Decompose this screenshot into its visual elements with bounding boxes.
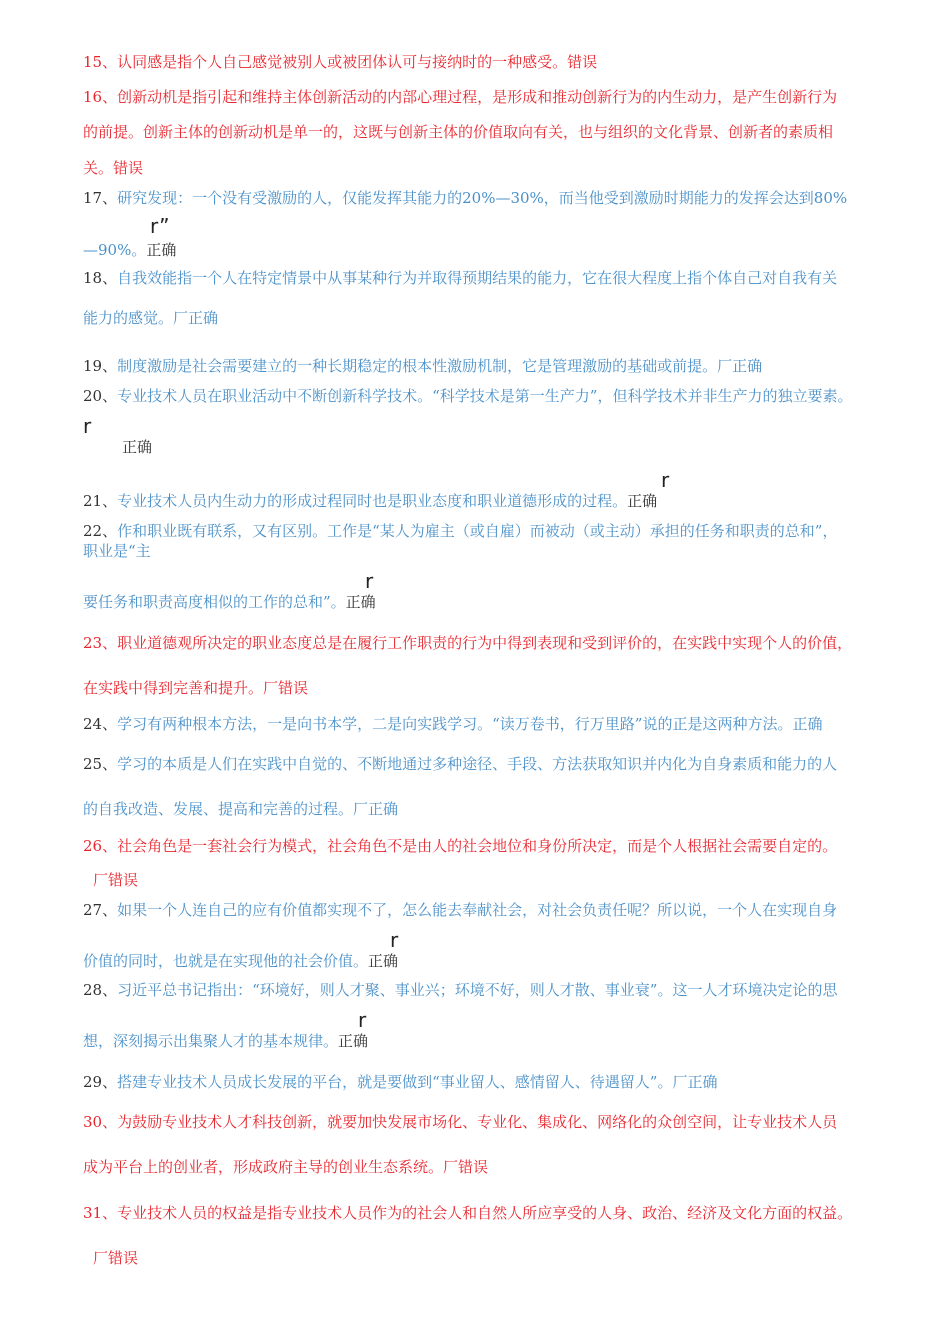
item-29-line-1: 29、搭建专业技术人员成长发展的平台，就是要做到“事业留人、感情留人、待遇留人”。厂正确 xyxy=(83,1073,718,1091)
answer-mark-21: r xyxy=(661,468,670,492)
answer-mark-27: r xyxy=(390,928,399,952)
item-19-line-1: 19、制度激励是社会需要建立的一种长期稳定的根本性激励机制，它是管理激励的基础或前提。厂正确 xyxy=(83,357,763,375)
item-25-line-1: 25、学习的本质是人们在实践中自觉的、不断地通过多种途径、手段、方法获取知识并内化为自身素质和能力的人 xyxy=(83,755,838,773)
item-26-line-2: 厂错误 xyxy=(93,871,139,889)
item-22-line-3: 要任务和职责高度相似的工作的总和”。正确 xyxy=(83,593,376,611)
answer-mark-20: r xyxy=(83,414,92,438)
item-15-line-1: 15、认同感是指个人自己感觉被别人或被团体认可与接纳时的一种感受。错误 xyxy=(83,53,598,71)
item-27-line-1: 27、如果一个人连自己的应有价值都实现不了，怎么能去奉献社会，对社会负责任呢？所以说，一个人在实现自身 xyxy=(83,901,838,919)
item-30-line-2: 成为平台上的创业者，形成政府主导的创业生态系统。厂错误 xyxy=(83,1158,489,1176)
item-25-line-2: 的自我改造、发展、提高和完善的过程。厂正确 xyxy=(83,800,399,818)
item-17-line-2: —90%。正确 xyxy=(83,241,177,259)
item-26-line-1: 26、社会角色是一套社会行为模式，社会角色不是由人的社会地位和身份所决定，而是个人根据社会需要自定的。 xyxy=(83,837,838,855)
item-21-line-1: 21、专业技术人员内生动力的形成过程同时也是职业态度和职业道德形成的过程。正确 xyxy=(83,492,658,510)
item-18-line-2: 能力的感觉。厂正确 xyxy=(83,309,219,327)
item-20-line-1: 20、专业技术人员在职业活动中不断创新科学技术。“科学技术是第一生产力”，但科学技术并非生产力的独立要素。 xyxy=(83,387,853,405)
item-17-line-1: 17、研究发现：一个没有受激励的人，仅能发挥其能力的20%—30%，而当他受到激励时期能力的发挥会达到80% xyxy=(83,189,848,207)
answer-mark-28: r xyxy=(358,1008,367,1032)
item-16-line-3: 关。错误 xyxy=(83,159,144,177)
item-31-line-1: 31、专业技术人员的权益是指专业技术人员作为的社会人和自然人所应享受的人身、政治、经济及文化方面的权益。 xyxy=(83,1204,853,1222)
item-23-line-2: 在实践中得到完善和提升。厂错误 xyxy=(83,679,309,697)
item-30-line-1: 30、为鼓励专业技术人才科技创新，就要加快发展市场化、专业化、集成化、网络化的众创空间，让专业技术人员 xyxy=(83,1113,838,1131)
answer-mark-17: r” xyxy=(150,214,170,238)
item-28-line-1: 28、习近平总书记指出：“环境好，则人才聚、事业兴；环境不好，则人才散、事业衰”。这一人才环境决定论的思 xyxy=(83,981,838,999)
item-20-answer: 正确 xyxy=(122,438,153,456)
item-16-line-2: 的前提。创新主体的创新动机是单一的，这既与创新主体的价值取向有关，也与组织的文化背景、创新者的素质相 xyxy=(83,123,834,141)
item-28-line-2: 想，深刻揭示出集聚人才的基本规律。正确 xyxy=(83,1032,369,1050)
item-22-line-2: 职业是“主 xyxy=(83,542,151,560)
item-23-line-1: 23、职业道德观所决定的职业态度总是在履行工作职责的行为中得到表现和受到评价的，在实践中实现个人的价值， xyxy=(83,634,853,652)
item-16-line-1: 16、创新动机是指引起和维持主体创新活动的内部心理过程，是形成和推动创新行为的内生动力，是产生创新行为 xyxy=(83,88,838,106)
answer-mark-22: r xyxy=(365,569,374,593)
item-18-line-1: 18、自我效能指一个人在特定情景中从事某种行为并取得预期结果的能力，它在很大程度上指个体自己对自我有关 xyxy=(83,269,838,287)
item-24-line-1: 24、学习有两种根本方法，一是向书本学，二是向实践学习。“读万卷书，行万里路”说的正是这两种方法。正确 xyxy=(83,715,823,733)
item-27-line-2: 价值的同时，也就是在实现他的社会价值。正确 xyxy=(83,952,399,970)
item-31-line-2: 厂错误 xyxy=(93,1249,139,1267)
item-22-line-1: 22、作和职业既有联系，又有区别。工作是“某人为雇主（或自雇）而被动（或主动）承担的任务和职责的总和”， xyxy=(83,522,838,540)
